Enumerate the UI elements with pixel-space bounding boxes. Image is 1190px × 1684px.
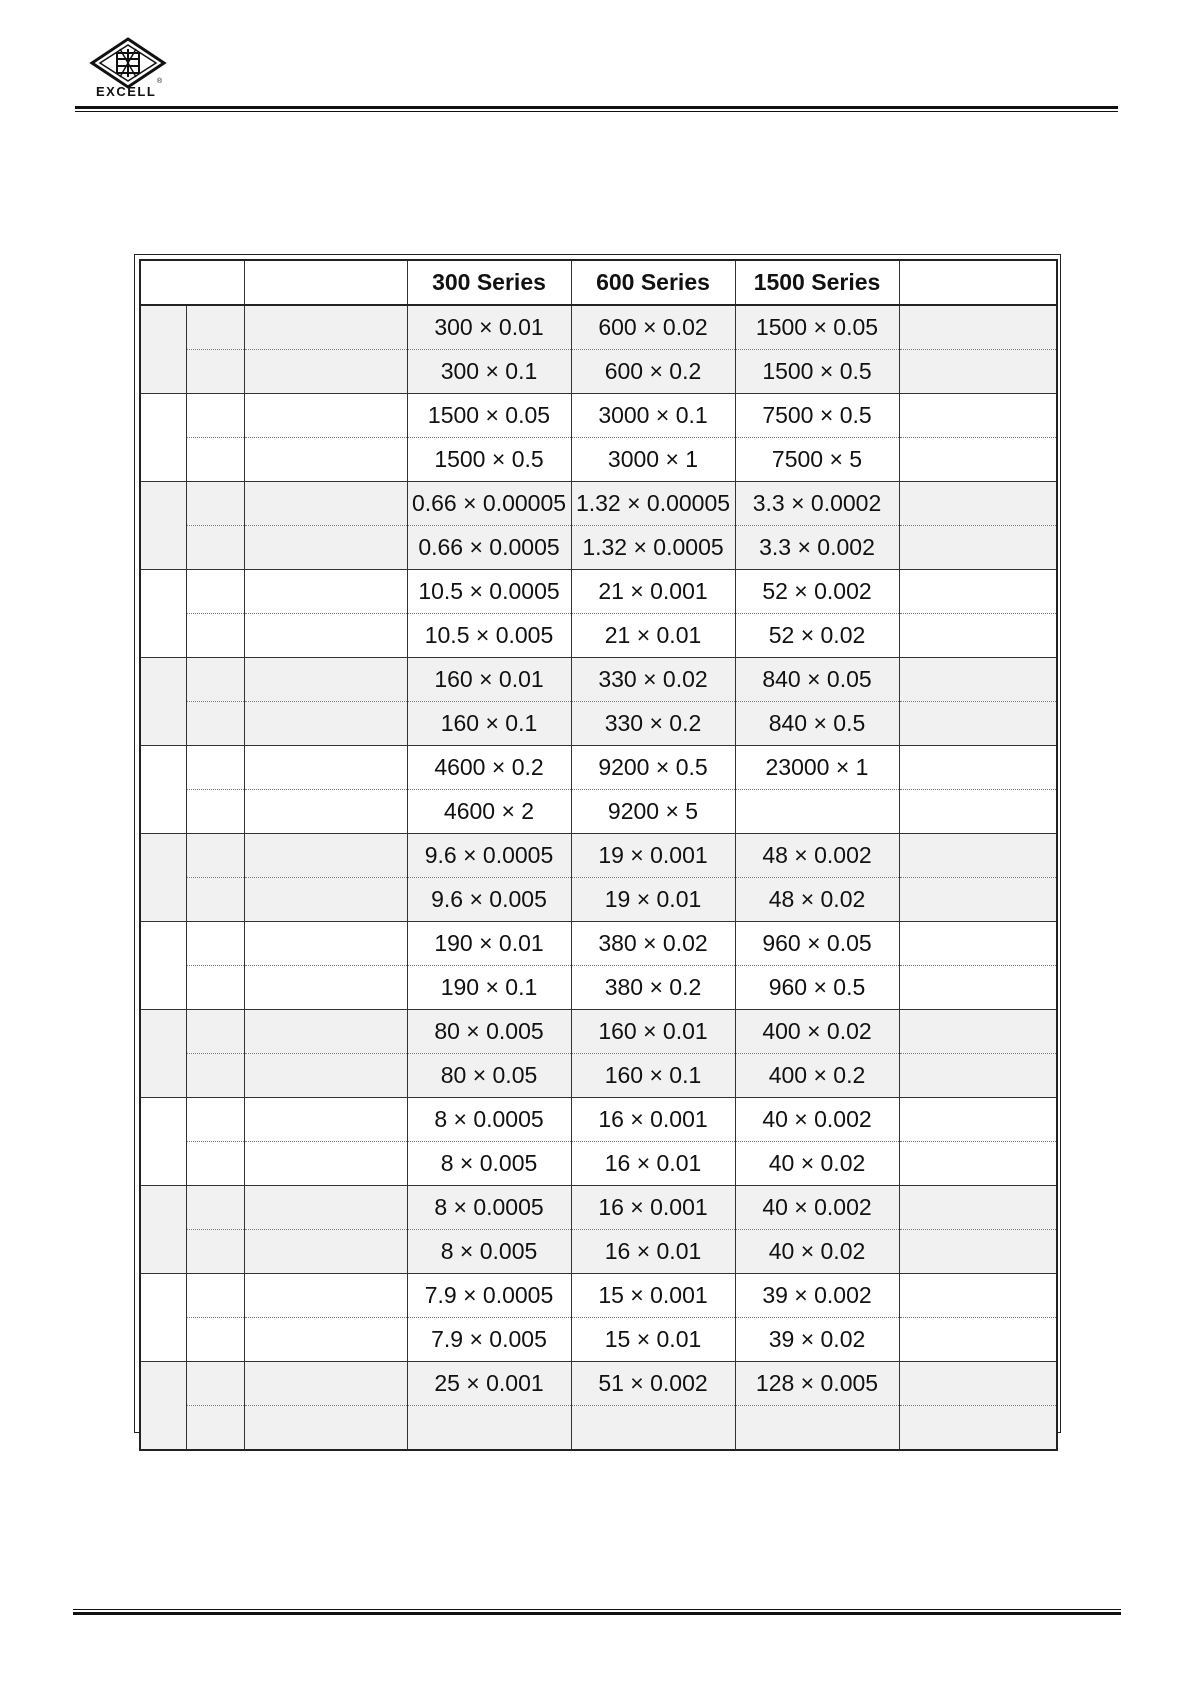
row-group-label	[140, 482, 186, 570]
row-note-cell	[899, 350, 1057, 394]
cell-1500-series: 128 × 0.005	[735, 1362, 899, 1406]
footer-rule-thin	[73, 1609, 1121, 1610]
cell-1500-series: 52 × 0.002	[735, 570, 899, 614]
cell-600-series: 9200 × 0.5	[571, 746, 735, 790]
table-row	[140, 438, 1057, 482]
row-note-cell	[899, 746, 1057, 790]
cell-600-series: 21 × 0.001	[571, 570, 735, 614]
cell-300-series: 8 × 0.005	[407, 1230, 571, 1274]
brand-name: EXCELL	[96, 84, 157, 99]
cell-1500-series: 1500 × 0.5	[735, 350, 899, 394]
table-row	[140, 834, 1057, 878]
spec-table	[139, 259, 1058, 1451]
row-group-label	[140, 305, 186, 394]
table-row	[140, 570, 1057, 614]
cell-300-series: 7.9 × 0.0005	[407, 1274, 571, 1318]
row-unit-cell	[186, 878, 244, 922]
cell-1500-series: 23000 × 1	[735, 746, 899, 790]
cell-300-series	[407, 1406, 571, 1451]
row-property-cell	[244, 526, 407, 570]
row-property-cell	[244, 1186, 407, 1230]
row-property-cell	[244, 394, 407, 438]
row-unit-cell	[186, 1230, 244, 1274]
row-note-cell	[899, 526, 1057, 570]
spec-table-container	[139, 259, 1056, 1428]
cell-600-series: 16 × 0.001	[571, 1098, 735, 1142]
row-unit-cell	[186, 1406, 244, 1451]
cell-600-series: 9200 × 5	[571, 790, 735, 834]
cell-600-series: 1.32 × 0.00005	[571, 482, 735, 526]
header-blank-prop	[244, 260, 407, 305]
cell-600-series: 15 × 0.001	[571, 1274, 735, 1318]
table-row	[140, 350, 1057, 394]
cell-1500-series: 7500 × 0.5	[735, 394, 899, 438]
cell-300-series: 80 × 0.005	[407, 1010, 571, 1054]
cell-600-series: 16 × 0.01	[571, 1230, 735, 1274]
table-header-row	[140, 260, 1057, 305]
row-group-label	[140, 570, 186, 658]
cell-1500-series: 3.3 × 0.002	[735, 526, 899, 570]
table-row	[140, 1098, 1057, 1142]
cell-600-series: 600 × 0.2	[571, 350, 735, 394]
table-row	[140, 658, 1057, 702]
row-property-cell	[244, 1098, 407, 1142]
cell-600-series: 16 × 0.01	[571, 1142, 735, 1186]
cell-600-series: 330 × 0.2	[571, 702, 735, 746]
row-note-cell	[899, 570, 1057, 614]
row-unit-cell	[186, 1054, 244, 1098]
cell-300-series: 300 × 0.1	[407, 350, 571, 394]
row-unit-cell	[186, 394, 244, 438]
table-row	[140, 702, 1057, 746]
row-property-cell	[244, 1010, 407, 1054]
cell-1500-series: 7500 × 5	[735, 438, 899, 482]
header-blank-left	[140, 260, 244, 305]
cell-600-series	[571, 1406, 735, 1451]
row-property-cell	[244, 305, 407, 350]
cell-600-series: 21 × 0.01	[571, 614, 735, 658]
header-600-series: 600 Series	[571, 260, 735, 305]
table-row	[140, 394, 1057, 438]
cell-1500-series: 960 × 0.5	[735, 966, 899, 1010]
table-row	[140, 1142, 1057, 1186]
row-group-label	[140, 1362, 186, 1451]
table-row	[140, 614, 1057, 658]
header-blank-right	[899, 260, 1057, 305]
table-row	[140, 746, 1057, 790]
row-note-cell	[899, 305, 1057, 350]
cell-300-series: 4600 × 0.2	[407, 746, 571, 790]
table-row	[140, 1274, 1057, 1318]
cell-1500-series: 400 × 0.2	[735, 1054, 899, 1098]
header-1500-series: 1500 Series	[735, 260, 899, 305]
row-unit-cell	[186, 658, 244, 702]
row-note-cell	[899, 878, 1057, 922]
row-property-cell	[244, 570, 407, 614]
row-note-cell	[899, 922, 1057, 966]
cell-1500-series: 40 × 0.002	[735, 1098, 899, 1142]
row-property-cell	[244, 1318, 407, 1362]
row-unit-cell	[186, 1318, 244, 1362]
row-note-cell	[899, 966, 1057, 1010]
row-property-cell	[244, 922, 407, 966]
row-property-cell	[244, 658, 407, 702]
row-note-cell	[899, 1362, 1057, 1406]
row-note-cell	[899, 614, 1057, 658]
cell-300-series: 300 × 0.01	[407, 305, 571, 350]
cell-300-series: 0.66 × 0.00005	[407, 482, 571, 526]
row-property-cell	[244, 1406, 407, 1451]
row-unit-cell	[186, 526, 244, 570]
cell-600-series: 160 × 0.1	[571, 1054, 735, 1098]
cell-600-series: 3000 × 0.1	[571, 394, 735, 438]
cell-1500-series: 40 × 0.02	[735, 1142, 899, 1186]
row-note-cell	[899, 834, 1057, 878]
table-row	[140, 1010, 1057, 1054]
cell-600-series: 160 × 0.01	[571, 1010, 735, 1054]
cell-600-series: 16 × 0.001	[571, 1186, 735, 1230]
row-note-cell	[899, 1142, 1057, 1186]
row-unit-cell	[186, 922, 244, 966]
cell-300-series: 25 × 0.001	[407, 1362, 571, 1406]
cell-1500-series: 48 × 0.02	[735, 878, 899, 922]
table-row	[140, 790, 1057, 834]
cell-1500-series: 1500 × 0.05	[735, 305, 899, 350]
table-row	[140, 1318, 1057, 1362]
row-unit-cell	[186, 570, 244, 614]
cell-600-series: 380 × 0.02	[571, 922, 735, 966]
cell-1500-series: 40 × 0.002	[735, 1186, 899, 1230]
cell-1500-series: 400 × 0.02	[735, 1010, 899, 1054]
row-unit-cell	[186, 966, 244, 1010]
cell-600-series: 600 × 0.02	[571, 305, 735, 350]
row-note-cell	[899, 1186, 1057, 1230]
cell-600-series: 51 × 0.002	[571, 1362, 735, 1406]
row-note-cell	[899, 1406, 1057, 1451]
row-unit-cell	[186, 1274, 244, 1318]
header-rule-thin	[75, 111, 1118, 112]
row-unit-cell	[186, 614, 244, 658]
row-unit-cell	[186, 746, 244, 790]
row-unit-cell	[186, 305, 244, 350]
cell-600-series: 19 × 0.001	[571, 834, 735, 878]
cell-300-series: 80 × 0.05	[407, 1054, 571, 1098]
cell-1500-series: 52 × 0.02	[735, 614, 899, 658]
row-note-cell	[899, 482, 1057, 526]
row-property-cell	[244, 966, 407, 1010]
table-row	[140, 878, 1057, 922]
cell-300-series: 8 × 0.0005	[407, 1098, 571, 1142]
row-note-cell	[899, 1010, 1057, 1054]
cell-300-series: 160 × 0.1	[407, 702, 571, 746]
cell-1500-series	[735, 1406, 899, 1451]
row-unit-cell	[186, 350, 244, 394]
table-row	[140, 922, 1057, 966]
cell-1500-series: 48 × 0.002	[735, 834, 899, 878]
cell-600-series: 15 × 0.01	[571, 1318, 735, 1362]
row-property-cell	[244, 1274, 407, 1318]
cell-300-series: 0.66 × 0.0005	[407, 526, 571, 570]
header-300-series: 300 Series	[407, 260, 571, 305]
row-group-label	[140, 1010, 186, 1098]
cell-300-series: 7.9 × 0.005	[407, 1318, 571, 1362]
header-rule	[75, 106, 1118, 109]
row-note-cell	[899, 438, 1057, 482]
row-property-cell	[244, 878, 407, 922]
cell-1500-series: 39 × 0.002	[735, 1274, 899, 1318]
cell-300-series: 10.5 × 0.0005	[407, 570, 571, 614]
cell-1500-series: 3.3 × 0.0002	[735, 482, 899, 526]
row-group-label	[140, 1098, 186, 1186]
cell-600-series: 1.32 × 0.0005	[571, 526, 735, 570]
registered-mark: ®	[157, 78, 163, 85]
cell-300-series: 4600 × 2	[407, 790, 571, 834]
row-group-label	[140, 746, 186, 834]
row-unit-cell	[186, 1186, 244, 1230]
cell-1500-series: 840 × 0.05	[735, 658, 899, 702]
table-row	[140, 482, 1057, 526]
row-group-label	[140, 922, 186, 1010]
table-row	[140, 305, 1057, 350]
row-unit-cell	[186, 702, 244, 746]
row-group-label	[140, 1274, 186, 1362]
row-unit-cell	[186, 482, 244, 526]
table-row	[140, 966, 1057, 1010]
row-note-cell	[899, 1230, 1057, 1274]
row-note-cell	[899, 1274, 1057, 1318]
cell-1500-series: 840 × 0.5	[735, 702, 899, 746]
row-property-cell	[244, 746, 407, 790]
cell-600-series: 19 × 0.01	[571, 878, 735, 922]
row-property-cell	[244, 702, 407, 746]
row-property-cell	[244, 482, 407, 526]
cell-300-series: 160 × 0.01	[407, 658, 571, 702]
row-unit-cell	[186, 1010, 244, 1054]
table-row	[140, 1362, 1057, 1406]
table-row	[140, 526, 1057, 570]
cell-300-series: 9.6 × 0.0005	[407, 834, 571, 878]
row-group-label	[140, 834, 186, 922]
cell-300-series: 1500 × 0.5	[407, 438, 571, 482]
cell-300-series: 190 × 0.1	[407, 966, 571, 1010]
row-unit-cell	[186, 790, 244, 834]
cell-300-series: 9.6 × 0.005	[407, 878, 571, 922]
row-unit-cell	[186, 1098, 244, 1142]
table-row	[140, 1186, 1057, 1230]
row-property-cell	[244, 438, 407, 482]
row-property-cell	[244, 834, 407, 878]
cell-600-series: 380 × 0.2	[571, 966, 735, 1010]
row-note-cell	[899, 702, 1057, 746]
table-row	[140, 1406, 1057, 1451]
row-unit-cell	[186, 1362, 244, 1406]
row-unit-cell	[186, 834, 244, 878]
row-note-cell	[899, 658, 1057, 702]
row-note-cell	[899, 1054, 1057, 1098]
row-property-cell	[244, 790, 407, 834]
row-property-cell	[244, 350, 407, 394]
cell-600-series: 330 × 0.02	[571, 658, 735, 702]
cell-1500-series: 960 × 0.05	[735, 922, 899, 966]
cell-300-series: 8 × 0.005	[407, 1142, 571, 1186]
cell-300-series: 10.5 × 0.005	[407, 614, 571, 658]
cell-1500-series	[735, 790, 899, 834]
footer-rule	[73, 1612, 1121, 1615]
row-note-cell	[899, 790, 1057, 834]
cell-300-series: 1500 × 0.05	[407, 394, 571, 438]
row-property-cell	[244, 1142, 407, 1186]
row-property-cell	[244, 1054, 407, 1098]
cell-1500-series: 40 × 0.02	[735, 1230, 899, 1274]
row-group-label	[140, 394, 186, 482]
row-unit-cell	[186, 1142, 244, 1186]
row-group-label	[140, 1186, 186, 1274]
table-row	[140, 1230, 1057, 1274]
row-property-cell	[244, 1230, 407, 1274]
row-group-label	[140, 658, 186, 746]
row-note-cell	[899, 394, 1057, 438]
row-note-cell	[899, 1318, 1057, 1362]
cell-1500-series: 39 × 0.02	[735, 1318, 899, 1362]
row-property-cell	[244, 614, 407, 658]
cell-300-series: 8 × 0.0005	[407, 1186, 571, 1230]
cell-300-series: 190 × 0.01	[407, 922, 571, 966]
row-property-cell	[244, 1362, 407, 1406]
table-row	[140, 1054, 1057, 1098]
row-unit-cell	[186, 438, 244, 482]
row-note-cell	[899, 1098, 1057, 1142]
cell-600-series: 3000 × 1	[571, 438, 735, 482]
